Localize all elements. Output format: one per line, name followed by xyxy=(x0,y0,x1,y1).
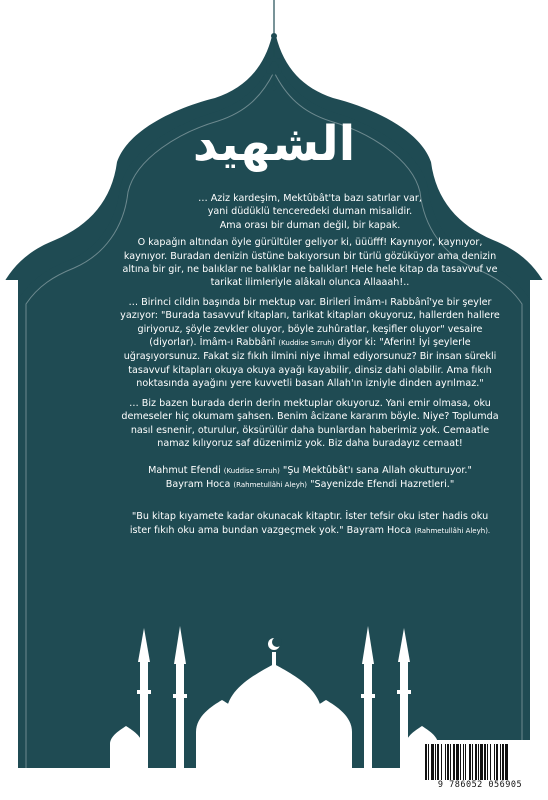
barcode-bar xyxy=(425,744,427,780)
barcode-bar xyxy=(437,744,439,780)
barcode-bar xyxy=(456,744,459,780)
barcode-bar xyxy=(431,744,434,780)
barcode-bar xyxy=(450,744,451,780)
intro-line: Ama orası bir duman değil, bir kapak. xyxy=(219,219,401,231)
barcode-bar xyxy=(447,744,449,780)
barcode-bar xyxy=(502,744,504,780)
honorific-label: (Rahmetullâhi Aleyh). xyxy=(414,526,491,535)
credit-name: Bayram Hoca xyxy=(165,479,231,491)
credit-quote: "Şu Mektûbât'ı sana Allah okutturuyor." xyxy=(282,465,472,477)
barcode-bar xyxy=(453,744,455,780)
barcode-bar xyxy=(460,744,461,780)
barcode-bar xyxy=(435,744,436,780)
closing-quote-text: "Bu kitap kıyamete kadar okunacak kitaptır. İster tefsir oku ister hadis oku ister fıkıh oku ama bundan vazgeçmek yok." Bayram Hoca xyxy=(129,511,489,536)
barcode-bar xyxy=(478,744,479,780)
paragraph-cemaat: … Biz bazen burada derin derin mektuplar okuyoruz. Yani emir olmasa, oku demeseler hiç okumam şahsen. Benim âcizane kararım böyle. Niye? Toplumda nasıl esnenir, oturulur, öksürülür daha bunlardan haberimiz yok. Cemaatle namaz kılıyoruz saf düzenimiz yok. Biz daha buradayız cemaat! xyxy=(121,397,499,449)
barcode-bar xyxy=(490,744,491,780)
barcode-bar xyxy=(496,744,498,780)
isbn-number: 9 786052 056905 xyxy=(437,780,523,790)
paragraph-mektup-before: … Birinci cildin başında bir mektup var. Birileri İmâm-ı Rabbânî'ye bir şeyler yazıyor: "Burada tasavvuf kitapları, tarikat kitapları okuyoruz, hallerden hallere giriyoruz, şöyle zevkler oluyor, böyle zuhûratlar, keşifler oluyor" vesaire (diyorlar). İmâm-ı Rabbânî xyxy=(120,296,500,349)
barcode-bar xyxy=(505,744,508,780)
honorific-label: (Kuddise Sırruh) xyxy=(278,339,335,348)
closing-quote xyxy=(120,510,500,538)
credit-line xyxy=(120,478,500,492)
barcode-bar xyxy=(487,744,488,780)
barcode-bars xyxy=(424,744,536,780)
credit-name: Mahmut Efendi xyxy=(148,465,221,477)
paragraph-kapak: O kapağın altından öyle gürültüler geliyor ki, üüüfff! Kaynıyor, kaynıyor, kaynıyor. Buradan denizin üstüne bakıyorsun bir türlü gözüküyor ama denizin altına bir gir, ne balıklar ne balıklar ne balıklar! Hele hele kitap da tasavvuf ve tarikat ilimleriyle alâkalı olunca Allaaah!.. xyxy=(122,237,498,289)
intro-line: … Aziz kardeşim, Mektûbât'ta bazı satırlar var, xyxy=(198,193,422,204)
right-gutter xyxy=(530,280,548,800)
credit-line xyxy=(120,464,500,478)
honorific-label: (Kuddise Sırruh) xyxy=(223,467,280,476)
book-title: الشهيد xyxy=(192,116,356,172)
barcode-bar xyxy=(469,744,471,780)
barcode-bar xyxy=(472,744,473,780)
barcode-bar xyxy=(484,744,486,780)
intro-line: yani düdüklü tenceredeki duman misalidir. xyxy=(207,206,413,218)
credit-quote: "Sayenizde Efendi Hazretleri." xyxy=(310,479,455,491)
back-cover-text xyxy=(120,192,500,542)
barcode xyxy=(418,740,542,796)
barcode-bar xyxy=(480,744,483,780)
paragraph-mektup xyxy=(120,296,500,391)
barcode-bar xyxy=(445,744,446,780)
left-gutter xyxy=(0,280,18,800)
honorific-label: (Rahmetullâhi Aleyh) xyxy=(233,481,308,490)
barcode-bar xyxy=(475,744,477,780)
barcode-bar xyxy=(463,744,464,780)
barcode-bar xyxy=(441,744,442,780)
barcode-bar xyxy=(500,744,501,780)
barcode-bar xyxy=(494,744,495,780)
barcode-bar xyxy=(465,744,466,780)
barcode-bar xyxy=(428,744,429,780)
paragraph-mektup-after: diyor ki: "Aferin! İyi şeylerle uğraşıyorsunuz. Fakat siz fıkıh ilmini niye ihmal ediyorsunuz? Bir insan sürekli tasavvuf kitapları okuya okuya ayağı kayabilir, dinsiz dahi olabilir. Ama fıkıh noktasında ayağını yere kuvvetli basan Allah'ın izniyle dinden ayrılmaz." xyxy=(123,337,497,390)
